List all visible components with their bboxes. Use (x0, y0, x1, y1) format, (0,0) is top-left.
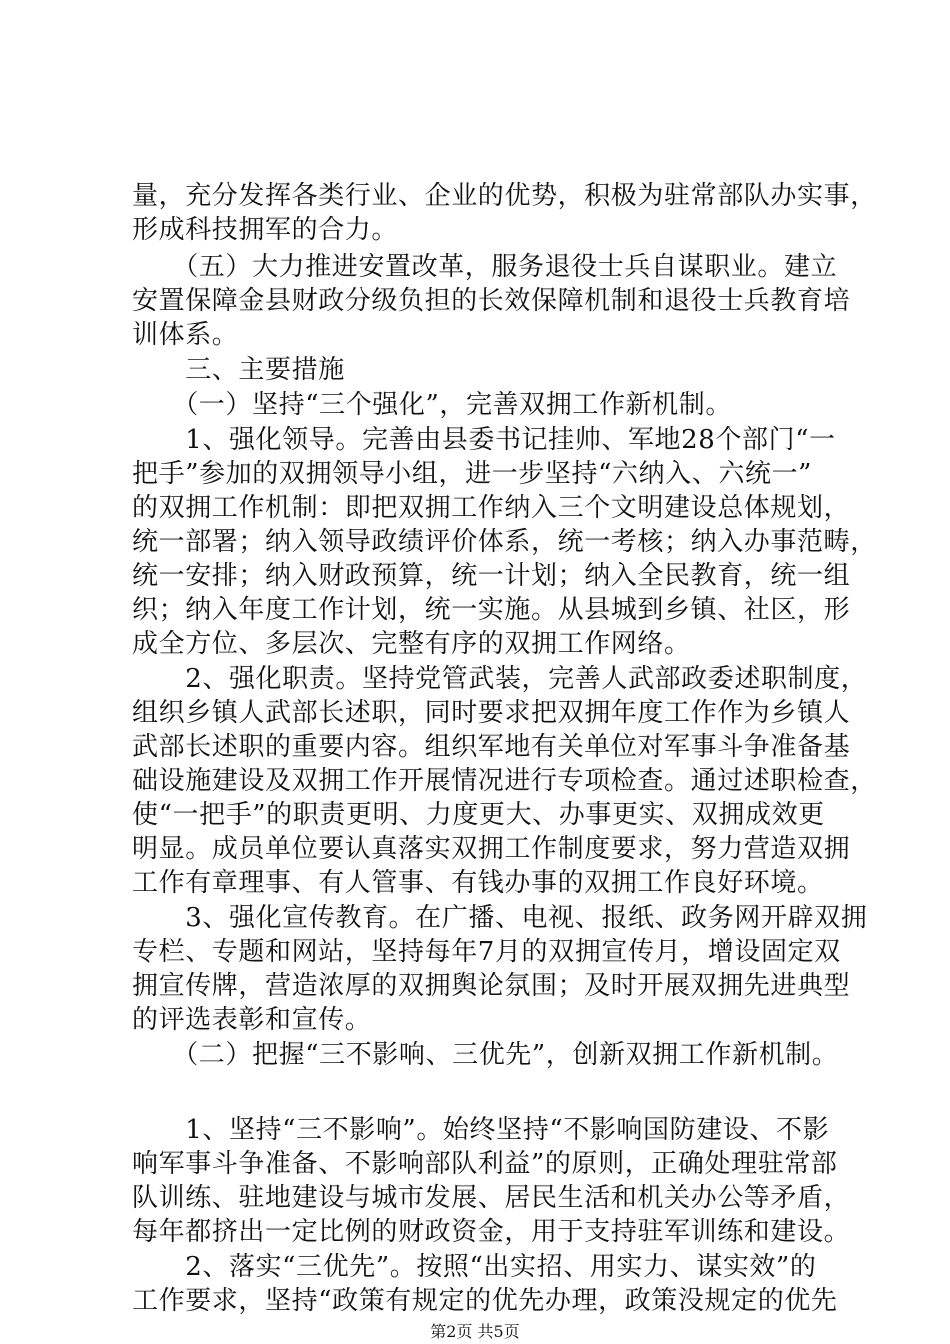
section-heading: 三、主要措施 (132, 355, 345, 385)
text-line: 2、强化职责。坚持党管武装，完善人武部政委述职制度， (132, 664, 868, 694)
text-line: （五）大力推进安置改革，服务退役士兵自谋职业。建立 (132, 252, 838, 282)
text-line: 织；纳入年度工作计划，统一实施。从县城到乡镇、社区，形 (132, 595, 851, 625)
text-line: 的评选表彰和宣传。 (132, 1005, 372, 1035)
text-line: 统一安排；纳入财政预算，统一计划；纳入全民教育，统一组 (132, 561, 851, 591)
text-line: 训体系。 (132, 320, 239, 350)
text-line: 工作要求，坚持“政策有规定的优先办理，政策没规定的优先 (132, 1286, 838, 1316)
text-line: 量，充分发挥各类行业、企业的优势，积极为驻常部队办实事， (132, 181, 877, 211)
subsection-heading: （一）坚持“三个强化”，完善双拥工作新机制。 (132, 390, 732, 420)
text-line: 2、落实“三优先”。按照“出实招、用实力、谋实效”的 (132, 1252, 817, 1282)
text-line: 成全方位、多层次、完整有序的双拥工作网络。 (132, 629, 691, 659)
text-line: 3、强化宣传教育。在广播、电视、报纸、政务网开辟双拥 (132, 903, 868, 933)
text-line: 1、坚持“三不影响”。始终坚持“不影响国防建设、不影 (132, 1115, 830, 1145)
text-line: 工作有章理事、有人管事、有钱办事的双拥工作良好环境。 (132, 868, 824, 898)
subsection-heading: （二）把握“三不影响、三优先”，创新双拥工作新机制。 (132, 1040, 839, 1070)
page-number-footer: 第2页 共5页 (430, 1322, 520, 1341)
text-line: 每年都挤出一定比例的财政资金，用于支持驻军训练和建设。 (132, 1217, 851, 1247)
text-line: 组织乡镇人武部长述职，同时要求把双拥年度工作作为乡镇人 (132, 698, 851, 728)
text-line: 统一部署；纳入领导政绩评价体系，统一考核；纳入办事范畴， (132, 527, 877, 557)
text-line: 武部长述职的重要内容。组织军地有关单位对军事斗争准备基 (132, 732, 851, 762)
text-line: 拥宣传牌，营造浓厚的双拥舆论氛围；及时开展双拥先进典型 (132, 971, 851, 1001)
text-line: 1、强化领导。完善由县委书记挂帅、军地28个部门“一 (132, 425, 836, 455)
text-line: 础设施建设及双拥工作开展情况进行专项检查。通过述职检查， (132, 766, 877, 796)
text-line: 安置保障金县财政分级负担的长效保障机制和退役士兵教育培 (132, 286, 851, 316)
text-line: 队训练、驻地建设与城市发展、居民生活和机关办公等矛盾， (132, 1183, 851, 1213)
text-line: 形成科技拥军的合力。 (132, 215, 399, 245)
text-line: 把手”参加的双拥领导小组，进一步坚持“六纳入、六统一” (132, 459, 813, 489)
text-line: 响军事斗争准备、不影响部队利益”的原则，正确处理驻常部 (132, 1149, 838, 1179)
text-line: 专栏、专题和网站，坚持每年7月的双拥宣传月，增设固定双 (132, 937, 841, 967)
text-line: 明显。成员单位要认真落实双拥工作制度要求，努力营造双拥 (132, 834, 851, 864)
text-line: 使“一把手”的职责更明、力度更大、办事更实、双拥成效更 (132, 800, 825, 830)
text-line: 的双拥工作机制：即把双拥工作纳入三个文明建设总体规划， (132, 493, 851, 523)
